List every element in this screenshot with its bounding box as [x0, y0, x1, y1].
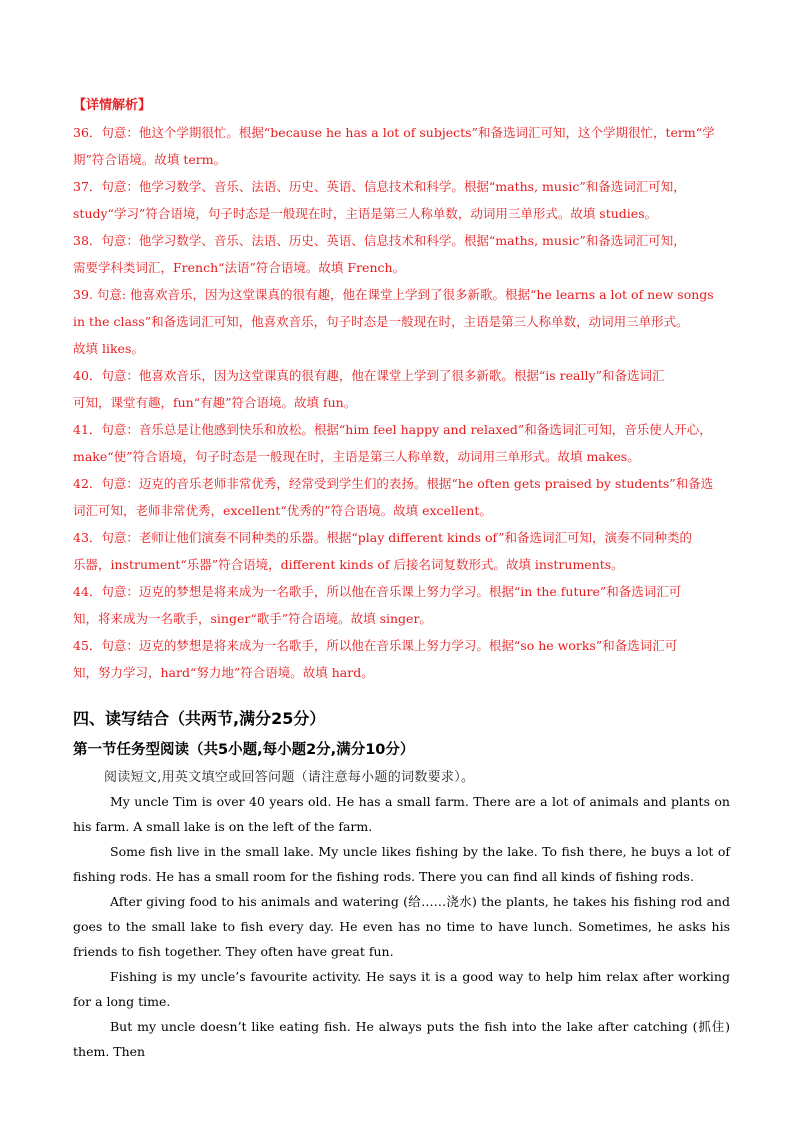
answer-line: 可知，课堂有趣，fun“有趣”符合语境。故填 fun。 — [73, 395, 357, 410]
answer-line: in the class”和备选词汇可知，他喜欢音乐，句子时态是一般现在时，主语是第三人称单数，动词用三单形式。 — [73, 314, 689, 329]
answer-line: 41．句意：音乐总是让他感到快乐和放松。根据“him feel happy and relaxed”和备选词汇可知，音乐使人开心， — [73, 422, 712, 437]
answer-line: 38．句意：他学习数学、音乐、法语、历史、英语、信息技术和科学。根据“maths, music”和备选词汇可知， — [73, 233, 686, 248]
answer-line: 知，努力学习，hard“努力地”符合语境。故填 hard。 — [73, 665, 374, 680]
answer-line: 40．句意：他喜欢音乐，因为这堂课真的很有趣，他在课堂上学到了很多新歌。根据“is really”和备选词汇 — [73, 368, 665, 383]
answer-list — [73, 119, 730, 686]
answer-item — [73, 578, 730, 632]
answer-line: 39. 句意: 他喜欢音乐，因为这堂课真的很有趣，他在课堂上学到了很多新歌。根据“he learns a lot of new songs — [73, 287, 714, 302]
passage-paragraph: But my uncle doesn’t like eating fish. He always puts the fish into the lake after catching (抓住) them. Then — [73, 1019, 730, 1059]
answer-item — [73, 119, 730, 173]
answer-item — [73, 281, 730, 362]
answer-line: 乐器，instrument“乐器”符合语境，different kinds of 后接名词复数形式。故填 instruments。 — [73, 557, 624, 572]
answer-line: 故填 likes。 — [73, 341, 144, 356]
answer-item — [73, 173, 730, 227]
answer-line: 知，将来成为一名歌手，singer“歌手”符合语境。故填 singer。 — [73, 611, 432, 626]
answer-line: 37．句意：他学习数学、音乐、法语、历史、英语、信息技术和科学。根据“maths, music”和备选词汇可知， — [73, 179, 686, 194]
answer-item — [73, 227, 730, 281]
answer-item — [73, 362, 730, 416]
answer-line: 词汇可知，老师非常优秀，excellent“优秀的”符合语境。故填 excellent。 — [73, 503, 492, 518]
answer-line: 需要学科类词汇，French“法语”符合语境。故填 French。 — [73, 260, 406, 275]
answer-line: make“使”符合语境，句子时态是一般现在时，主语是第三人称单数，动词用三单形式。故填 makes。 — [73, 449, 640, 464]
answer-key-header: 【详情解析】 — [73, 98, 152, 113]
answer-line: 43．句意：老师让他们演奏不同种类的乐器。根据“play different kinds of”和备选词汇可知，演奏不同种类的 — [73, 530, 692, 545]
answer-key — [73, 92, 730, 686]
section-title: 四、读写结合（共两节,满分25分） — [73, 709, 326, 728]
answer-item — [73, 524, 730, 578]
answer-item — [73, 632, 730, 686]
answer-line: 期”符合语境。故填 term。 — [73, 152, 227, 167]
passage-paragraph: Some fish live in the small lake. My uncle likes fishing by the lake. To fish there, he buys a lot of fishing rods. He has a small room for the fishing rods. There you can find all kinds of fishing rods. — [73, 844, 730, 884]
reading-passage — [73, 789, 730, 1064]
answer-line: study“学习”符合语境，句子时态是一般现在时，主语是第三人称单数，动词用三单形式。故填 studies。 — [73, 206, 658, 221]
answer-line: 36．句意：他这个学期很忙。根据“because he has a lot of subjects”和备选词汇可知，这个学期很忙，term“学 — [73, 125, 715, 140]
passage-paragraph: My uncle Tim is over 40 years old. He has a small farm. There are a lot of animals and plants on his farm. A small lake is on the left of the farm. — [73, 794, 730, 834]
section-subtitle: 第一节任务型阅读（共5小题,每小题2分,满分10分） — [73, 742, 415, 758]
passage-paragraph: Fishing is my uncle’s favourite activity. He says it is a good way to help him relax after working for a long time. — [73, 969, 730, 1009]
answer-line: 44．句意：迈克的梦想是将来成为一名歌手，所以他在音乐课上努力学习。根据“in the future”和备选词汇可 — [73, 584, 682, 599]
reading-instruction: 阅读短文,用英文填空或回答问题（请注意每小题的词数要求）。 — [104, 770, 475, 785]
answer-item — [73, 416, 730, 470]
answer-item — [73, 470, 730, 524]
answer-line: 45．句意：迈克的梦想是将来成为一名歌手，所以他在音乐课上努力学习。根据“so he works”和备选词汇可 — [73, 638, 678, 653]
answer-line: 42．句意：迈克的音乐老师非常优秀，经常受到学生们的表扬。根据“he often gets praised by students”和备选 — [73, 476, 714, 491]
passage-paragraph: After giving food to his animals and watering (给……浇水) the plants, he takes his fishing rod and goes to the small lake to fish every day. He even has no time to have lunch. Sometimes, he asks his friends to fish together. They often have great fun. — [73, 894, 730, 959]
